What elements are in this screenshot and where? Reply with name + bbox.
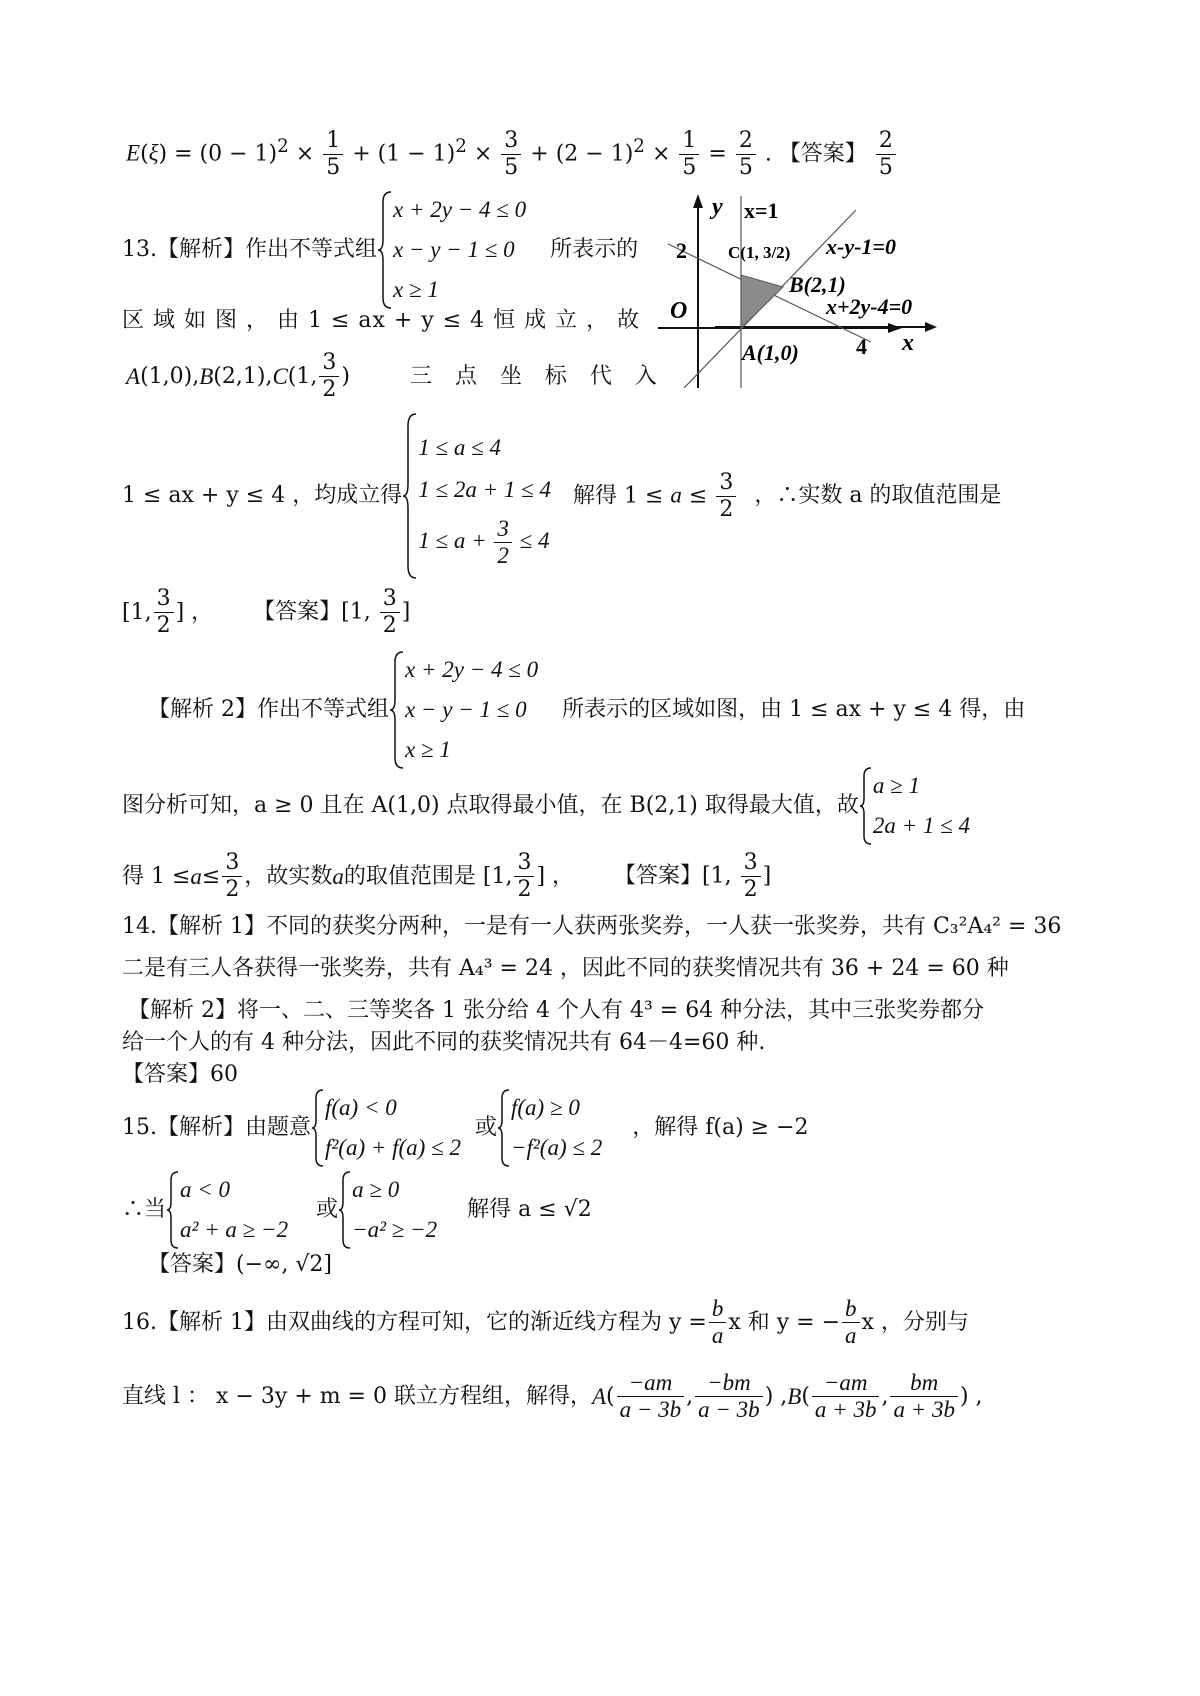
q14-line2: 二是有三人各获得一张奖券，共有 A₄³ = 24 ，因此不同的获奖情况共有 36 + 24 = 60 种 <box>122 956 1009 981</box>
q14-line4: 给一个人的有 4 种分法，因此不同的获奖情况共有 64－4=60 种. <box>122 1030 766 1055</box>
q13b-intro-line <box>148 650 1025 770</box>
q15-solve: 解得 a ≤ √2 <box>467 1197 592 1222</box>
origin-label: O <box>670 298 688 324</box>
q15-d2: −a² ≥ −2 <box>352 1217 438 1242</box>
x1-label: x=1 <box>744 198 779 223</box>
q13-tail: ，∴实数 a 的取值范围是 <box>754 483 1002 508</box>
q13b-s2: 2a + 1 ≤ 4 <box>872 813 971 838</box>
q13b-line2 <box>122 766 970 846</box>
expectation-line: $E(\xi) = (0 - 1)^2$ × $\frac{1}{5}$ + $(1 - 1)^2$ × $\frac{3}{5}$ + $(2 - 1)^2$ × $\frac{1}{5}$ = $\frac{2}{5}$ . 【答案】 $\frac{2}{5}$ <box>126 128 898 181</box>
q13b-s1: a ≥ 1 <box>872 773 920 798</box>
y-axis-arrow-icon <box>693 194 703 208</box>
q15-line1 <box>122 1088 809 1168</box>
q15-b2: −f²(a) ≤ 2 <box>510 1135 603 1160</box>
q13-system <box>377 190 526 310</box>
q13b-intro: 【解析 2】作出不等式组 <box>148 697 389 722</box>
q13-rep: 所表示的 <box>550 237 639 262</box>
q16-l1b: x 和 y = − <box>728 1309 841 1335</box>
q13-line2: 区 域 如 图 ， 由 1 ≤ ax + y ≤ 4 恒 成 立 ， 故 <box>122 308 641 333</box>
line1-label: x-y-1=0 <box>826 234 896 259</box>
q13-intro-line <box>122 190 638 310</box>
q13-line3b: 三 点 坐 标 代 入 <box>409 363 665 389</box>
q15-c2: a² + a ≥ −2 <box>180 1217 289 1242</box>
line2-label: x+2y-4=0 <box>826 294 913 319</box>
q13-c2: 1 ≤ 2a + 1 ≤ 4 <box>418 477 551 502</box>
q15-d1: a ≥ 0 <box>352 1177 400 1202</box>
q16-line2: 直线 l ： x − 3y + m = 0 联立方程组，解得， A ( $\frac{-am}{a - 3b}$ , $\frac{-bm}{a - 3b}$ ) , B ( $\frac{-am}{a + 3b}$ , $\frac{bm}{a + 3b}$ ) , <box>122 1370 983 1422</box>
q13-cond-line <box>122 412 1001 580</box>
q13b-line3: 得 1 ≤ a ≤ $\frac{3}{2}$ ，故实数 a 的取值范围是 [1, $\frac{3}{2}$ ] ， 【答案】[1, $\frac{3}{2}$ ] <box>122 850 772 902</box>
q15-b1: f(a) ≥ 0 <box>510 1095 580 1120</box>
q15-res: ，解得 f(a) ≥ −2 <box>632 1115 809 1140</box>
q15-a2: f²(a) + f(a) ≤ 2 <box>325 1135 461 1160</box>
q13-sys-3: x ≥ 1 <box>393 277 439 302</box>
q15-c1: a < 0 <box>180 1177 231 1202</box>
q13b-sys-3: x ≥ 1 <box>405 737 451 762</box>
b-label: B(2,1) <box>789 272 846 297</box>
q16-l1c: x ，分别与 <box>861 1309 969 1335</box>
graph-canvas <box>656 192 956 392</box>
q13-line3: A (1,0), B (2,1), C (1, $\frac{3}{2}$ ) 三 点 坐 标 代 入 <box>126 350 665 402</box>
q13-c1: 1 ≤ a ≤ 4 <box>418 435 501 460</box>
x-axis-arrow-icon <box>888 323 902 333</box>
q13-solve: 解得 1 ≤ a ≤ $\frac{3}{2}$ <box>573 470 738 523</box>
feasible-region <box>741 275 783 328</box>
q15-or2: 或 <box>316 1197 339 1222</box>
q13-intro: 13.【解析】作出不等式组 <box>122 237 377 262</box>
q16-l2a: 直线 l ： x − 3y + m = 0 联立方程组，解得， <box>122 1383 592 1409</box>
q15-line2 <box>122 1170 592 1250</box>
q13-range-line: [1, $\frac{3}{2}$ ] ， 【答案】[1, $\frac{3}{2}$ ] <box>122 586 411 638</box>
q13-cond-system <box>402 412 551 580</box>
q13-c3: 1 ≤ a + $\frac{3}{2}$ ≤ 4 <box>418 516 550 569</box>
q14-line1: 14.【解析 1】不同的获奖分两种，一是有一人获两张奖券，一人获一张奖券，共有 C₃²A₄² = 36 <box>122 914 1062 939</box>
y-axis-label: y <box>712 194 723 220</box>
q16-line1: 16.【解析 1】由双曲线的方程可知，它的渐近线方程为 y = $\frac{b}{a}$ x 和 y = − $\frac{b}{a}$ x ，分别与 <box>122 1296 969 1348</box>
answer-label: . 【答案】 <box>764 141 867 167</box>
four-label: 4 <box>856 334 867 359</box>
q13-sys-1: x + 2y − 4 ≤ 0 <box>393 197 527 222</box>
x-axis-label: x <box>902 330 914 356</box>
q13b-sys-1: x + 2y − 4 ≤ 0 <box>405 657 539 682</box>
q15-when: ∴当 <box>122 1197 167 1222</box>
q13b-line2-text: 图分析可知，a ≥ 0 且在 A(1,0) 点取得最小值，在 B(2,1) 取得最大值，故 <box>122 793 859 818</box>
q13b-final-system <box>859 766 970 846</box>
q13-sys-2: x − y − 1 ≤ 0 <box>393 237 515 262</box>
q15-sys-a <box>311 1088 461 1168</box>
q15-sys-c <box>166 1170 288 1250</box>
q14-answer: 【答案】60 <box>122 1062 238 1087</box>
q15-sys-d <box>338 1170 437 1250</box>
q13b-rest: 所表示的区域如图，由 1 ≤ ax + y ≤ 4 得，由 <box>562 697 1026 722</box>
q15-or: 或 <box>474 1115 497 1140</box>
two-label: 2 <box>676 238 687 263</box>
q16-l1a: 16.【解析 1】由双曲线的方程可知，它的渐近线方程为 y = <box>122 1309 707 1335</box>
q13b-sys-2: x − y − 1 ≤ 0 <box>405 697 527 722</box>
q14-line3: 【解析 2】将一、二、三等奖各 1 张分给 4 个人有 4³ = 64 种分法，其中三张奖券都分 <box>128 998 985 1023</box>
q15-intro: 15.【解析】由题意 <box>122 1115 311 1140</box>
a-label: A(1,0) <box>742 340 799 365</box>
q13-cond: 1 ≤ ax + y ≤ 4 ，均成立得 <box>122 483 403 508</box>
c-label: C(1, 3/2) <box>728 243 791 262</box>
q15-answer: 【答案】(−∞, √2] <box>148 1252 332 1277</box>
q13b-system <box>389 650 538 770</box>
q15-a1: f(a) < 0 <box>325 1095 397 1120</box>
q15-sys-b <box>497 1088 602 1168</box>
